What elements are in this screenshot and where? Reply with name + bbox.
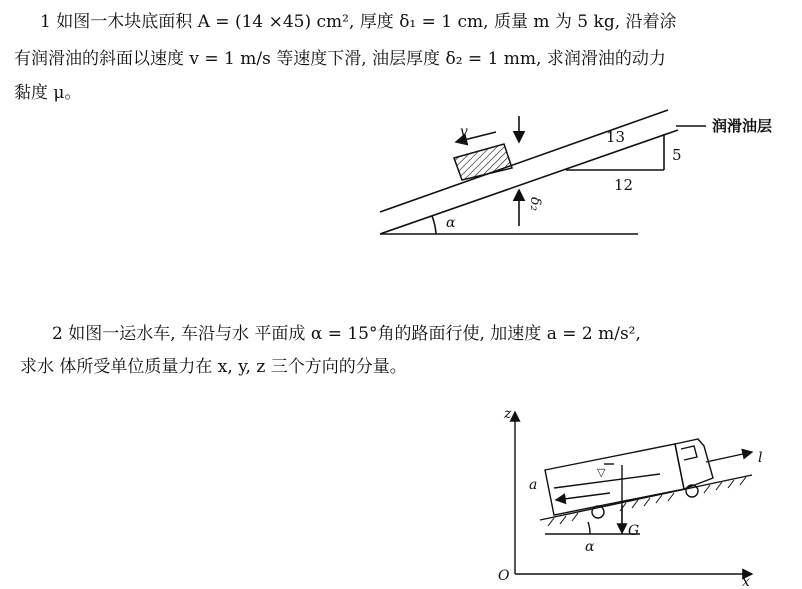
problem2-line2: 求水 体所受单位质量力在 x, y, z 三个方向的分量。 (20, 357, 407, 377)
alpha-label: α (446, 215, 456, 231)
origin-label: O (498, 568, 510, 584)
problem1-line1: 1 如图一木块底面积 A = (14 ×45) cm², 厚度 δ₁ = 1 cm, 质量 m 为 5 kg, 沿着涂 (40, 12, 677, 32)
water-level-icon: ▽ (597, 466, 606, 479)
problem2-line1: 2 如图一运水车, 车沿与水 平面成 α = 15°角的路面行使, 加速度 a = 2 m/s², (52, 324, 641, 344)
l-arrow (706, 452, 752, 462)
a-arrow (556, 493, 610, 500)
side-12-label: 12 (614, 176, 634, 194)
problem1-line2: 有润滑油的斜面以速度 v = 1 m/s 等速度下滑, 油层厚度 δ₂ = 1 mm, 求润滑油的动力 (14, 49, 666, 69)
delta2-label: δ₂ (527, 197, 543, 212)
G-label: G (628, 523, 640, 539)
water-surface (554, 474, 660, 488)
a-label: a (529, 477, 538, 493)
oil-layer-label: 润滑油层 (712, 117, 773, 135)
oil-layer-top (380, 110, 668, 212)
side-13-label: 13 (606, 128, 626, 146)
v-label: v (460, 124, 468, 140)
problem1-line3: 黏度 μ。 (14, 83, 82, 103)
side-5-label: 5 (672, 146, 682, 164)
truck-window (681, 446, 697, 460)
front-wheel (686, 485, 698, 497)
truck-figure (515, 412, 752, 574)
l-label: l (758, 450, 763, 466)
x-axis-label: x (742, 574, 750, 589)
alpha-arc (432, 216, 436, 234)
alpha-label-2: α (585, 539, 595, 555)
incline-figure (380, 110, 706, 234)
incline-surface (380, 130, 678, 234)
alpha-arc-2 (588, 522, 590, 534)
z-axis-label: z (504, 406, 512, 422)
wood-block (454, 144, 512, 180)
